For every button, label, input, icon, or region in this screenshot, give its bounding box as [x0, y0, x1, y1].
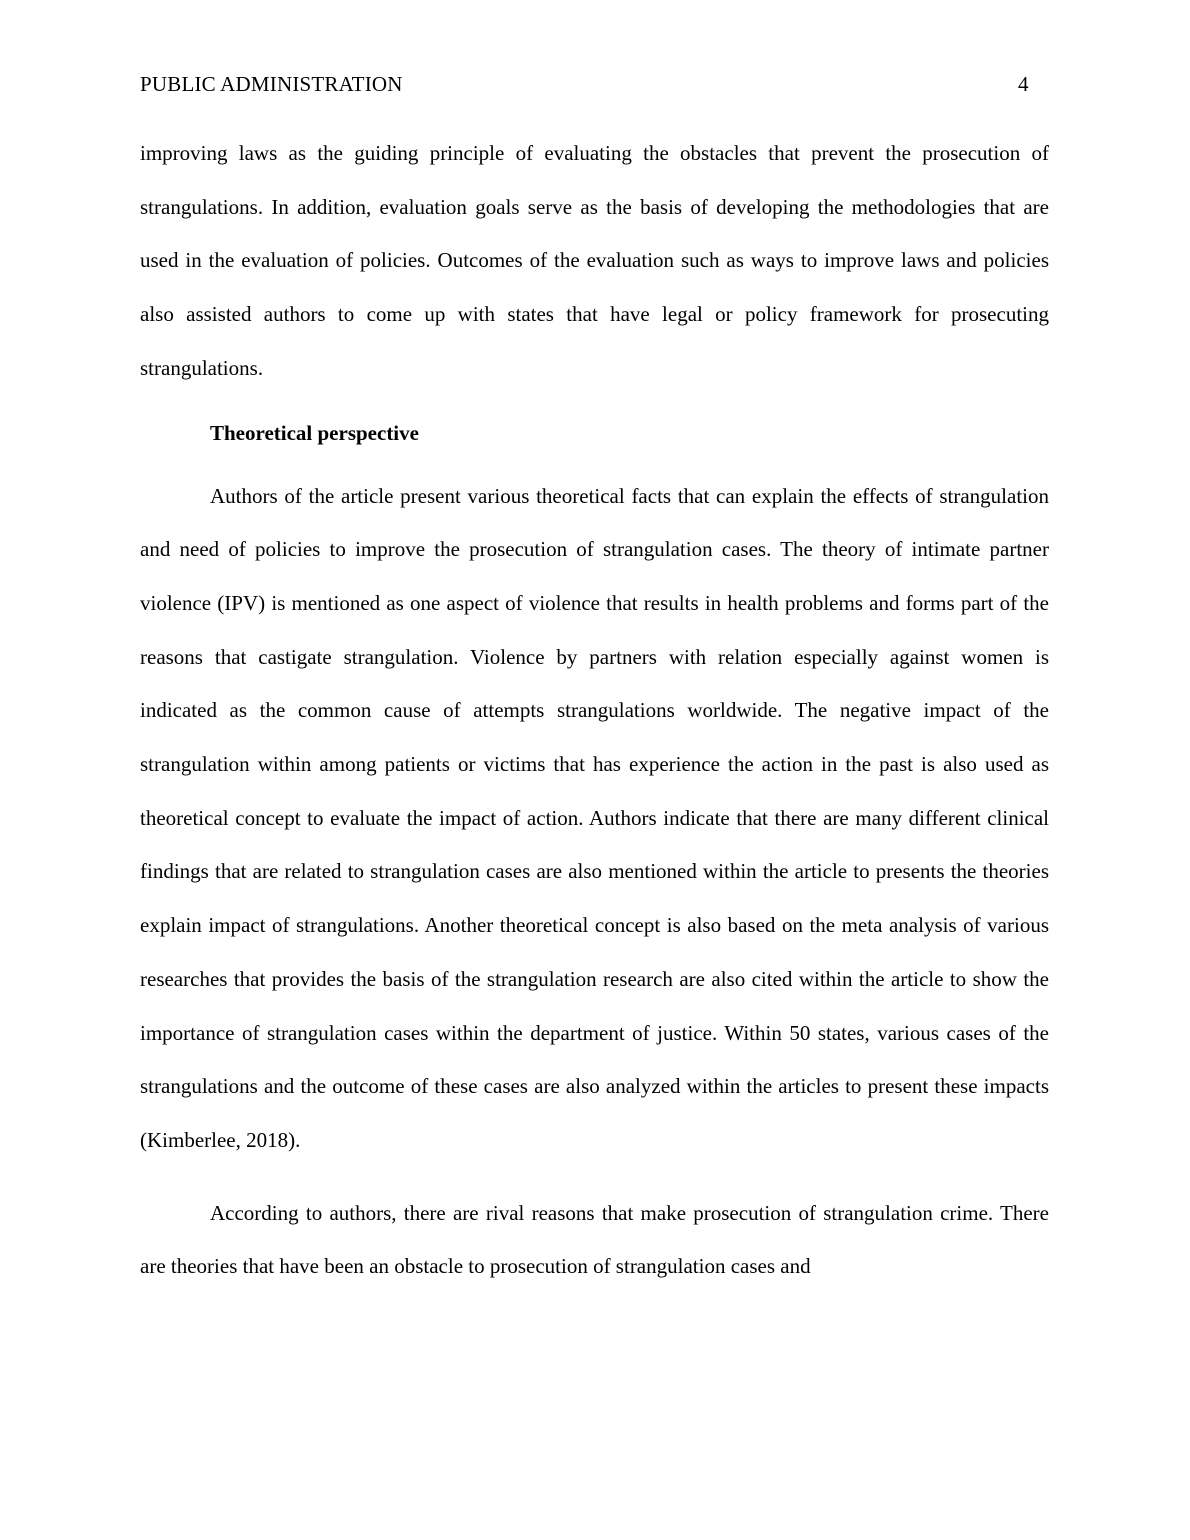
page-number: 4: [1018, 72, 1029, 96]
paragraph-gap: [140, 1168, 1049, 1187]
section-heading: Theoretical perspective: [210, 420, 419, 445]
paragraph-continuation: improving laws as the guiding principle of evaluating the obstacles that prevent the prosecution of strangulations. In addition, evaluation goals serve as the basis of developing the methodologies that are used in the evaluation of policies. Outcomes of the evaluation such as ways to improve laws and policies also assisted authors to come up with states that have legal or policy framework for prosecuting strangulations.: [140, 141, 1049, 380]
body-text: [140, 127, 1049, 1294]
paragraph-rival-reasons: According to authors, there are rival reasons that make prosecution of strangulation crime. There are theories that have been an obstacle to prosecution of strangulation cases and: [140, 1200, 1049, 1279]
running-head: PUBLIC ADMINISTRATION: [140, 72, 403, 96]
paragraph-theoretical: Authors of the article present various theoretical facts that can explain the effects of strangulation and need of policies to improve the prosecution of strangulation cases. The theory of intimate partner violence (IPV) is mentioned as one aspect of violence that results in health problems and forms part of the reasons that castigate strangulation. Violence by partners with relation especially against women is indicated as the common cause of attempts strangulations worldwide. The negative impact of the strangulation within among patients or victims that has experience the action in the past is also used as theoretical concept to evaluate the impact of action. Authors indicate that there are many different clinical findings that are related to strangulation cases are also mentioned within the article to presents the theories explain impact of strangulations. Another theoretical concept is also based on the meta analysis of various researches that provides the basis of the strangulation research are also cited within the article to show the importance of strangulation cases within the department of justice. Within 50 states, various cases of the strangulations and the outcome of these cases are also analyzed within the articles to present these impacts (Kimberlee, 2018).: [140, 483, 1049, 1152]
